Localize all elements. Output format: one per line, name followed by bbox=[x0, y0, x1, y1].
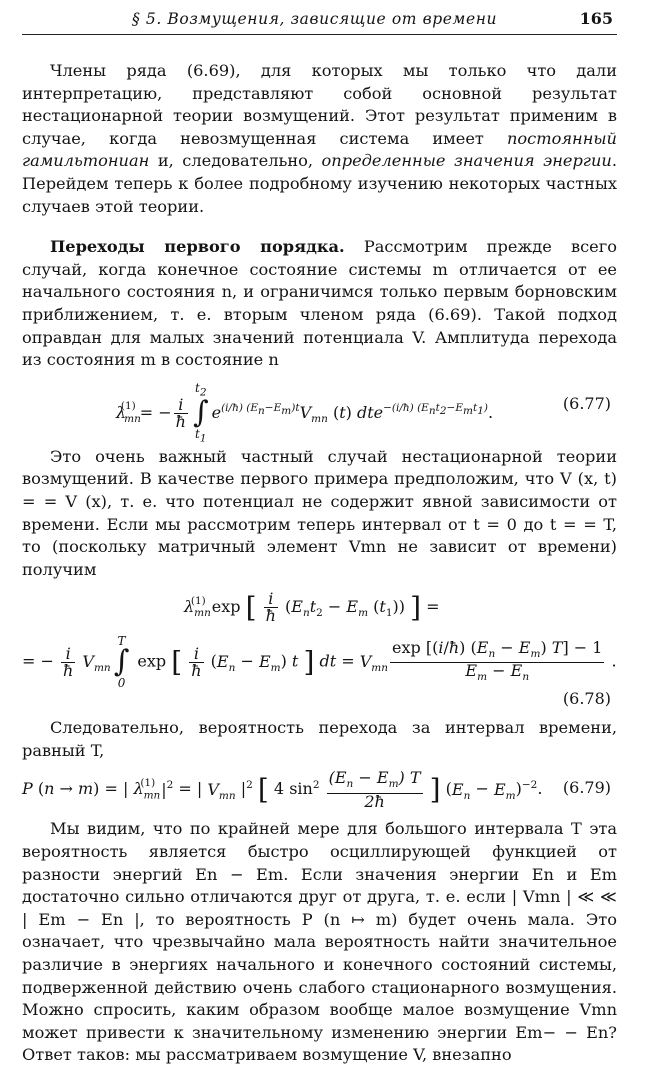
paragraph-probability: Следовательно, вероятность перехода за интервал времени, равный T, bbox=[22, 718, 617, 760]
paragraph-first-order bbox=[22, 236, 617, 372]
equation-label-6-78: (6.78) bbox=[562, 689, 611, 709]
section-heading-first-order: Переходы первого порядка. bbox=[50, 237, 345, 257]
paragraph-first-order-text: Рассмотрим прежде всего случай, когда конечное состояние системы m отличается от ее начального состояния n, и ограничимся только первым борновским приближением, т. е. вторым членом ряда (6.69). Такой подход оправдан для малых значений потенциала V. Амплитуда перехода из состояния m в состояние n bbox=[22, 237, 617, 370]
equation-6-78: $\lambda_{mn}^{(1)}$ exp [ $\frac{i}{ħ}$ ($E_nt_2 - E_m$ $(t_1)$) ] = = − $\frac{i}{ħ}$ $V_{mn}$ T ∫ 0 exp [ $\frac{i}{ħ}$ $(E_n - E_m)$ t ] dt = $V_{mn}$ $\frac{\exp [(i/ħ) (E_n - E_m) T] - 1}{E_m - E_n}$ . (6.78) bbox=[22, 589, 617, 709]
paragraph-intro-text-c: . Перейдем теперь к более подробному изучению некоторых частных случаев этой теории. bbox=[22, 151, 617, 216]
equation-6-77: $\lambda_{mn}^{(1)}$ = − $\frac{i}{ħ}$ $t_2$ ∫ $t_1$ $e^{(i/ħ) (E_n-E_m)t}V_{mn}$ (t) dte$^{-(i/ħ) (E_nt_2-E_mt_1)}$. (6.77) bbox=[116, 380, 611, 445]
paragraph-example: Это очень важный частный случай нестационарной теории возмущений. В качестве первого примера предположим, что V (x, t) = = V (x), т. е. что потенциал не содержит явной зависимости от времени. Если мы рассмотрим теперь интервал от t = 0 до t = = T, то (поскольку матричный элемент Vmn не зависит от времени) получим bbox=[22, 446, 617, 579]
equation-label-6-79: (6.79) bbox=[562, 778, 611, 798]
emphasis-definite-energies: определенные значения энергии bbox=[321, 151, 612, 171]
paragraph-discussion: Мы видим, что по крайней мере для большого интервала T эта вероятность является быстро осциллирующей функцией от разности энергий En − Em. Если значения энергии En и Em достаточно сильно отличаются друг от друга, т. е. если | Vmn | ≪ ≪ | Em − En |, то вероятность P (n ↦ m) будет очень мала. Это означает, что чрезвычайно мала вероятность найти значительное различие в энергиях начального и конечного состояний системы, подверженной действию очень слабого стационарного возмущения. Можно спросить, каким образом вообще малое возмущение Vmn может привести к значительному изменению энергии Em− − En? Ответ таков: мы рассматриваем возмущение V, внезапно bbox=[22, 819, 617, 1065]
paragraph-intro-text-b: и, следовательно, bbox=[149, 151, 322, 171]
paragraph-intro bbox=[22, 60, 617, 218]
page-number: 165 bbox=[579, 9, 613, 28]
equation-6-79: P (n → m) = | $\lambda_{mn}^{(1)}$ $|^2$ = | $V_{mn}$ $|^2$ [ 4 $\sin^2$ $\frac{(E_n - E_m) T}{2ħ}$ ] $(E_n - E_m)^{-2}$. (6.79) bbox=[22, 768, 611, 811]
equation-label-6-77: (6.77) bbox=[562, 393, 611, 413]
running-header bbox=[22, 0, 617, 35]
emphasis-constant-hamiltonian: постоянный гамильтониан bbox=[22, 128, 617, 171]
paragraph-intro-text-a: Члены ряда (6.69), для которых мы только что дали интерпретацию, представляют собой основной результат нестационарной теории возмущений. Этот результат применим в случае, когда невозмущенная система имеет bbox=[22, 61, 617, 148]
running-title: § 5. Возмущения, зависящие от времени bbox=[132, 10, 498, 28]
